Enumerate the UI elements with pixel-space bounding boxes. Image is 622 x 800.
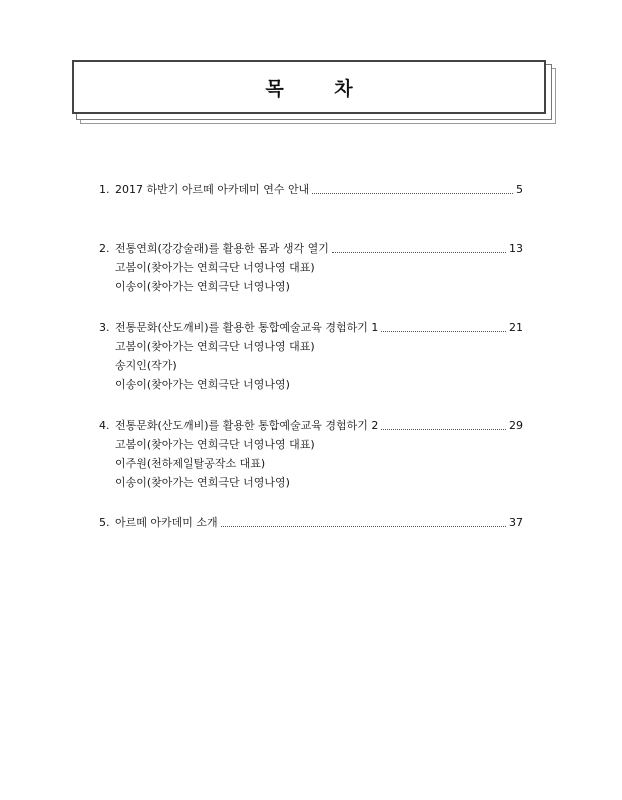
page-title: 목 차 — [265, 77, 375, 100]
entry-author: 고봄이(찾아가는 연희극단 너영나영 대표) — [115, 340, 315, 353]
toc-entry-4[interactable] — [99, 417, 523, 492]
entry-page: 13 — [509, 242, 523, 255]
dot-leader — [312, 193, 513, 194]
entry-number: 4. — [99, 419, 110, 432]
entry-author: 고봄이(찾아가는 연희극단 너영나영 대표) — [115, 438, 315, 451]
entry-title: 전통문화(산도깨비)를 활용한 통합예술교육 경험하기 1 — [115, 321, 379, 334]
toc-entry-1[interactable] — [99, 181, 523, 199]
entry-number: 5. — [99, 516, 110, 529]
entry-title: 전통연희(강강술래)를 활용한 몸과 생각 열기 — [115, 242, 329, 255]
toc-entry-3[interactable] — [99, 319, 523, 394]
entry-author: 송지인(작가) — [115, 359, 177, 372]
entry-title: 2017 하반기 아르떼 아카데미 연수 안내 — [115, 183, 310, 196]
entry-author: 이송이(찾아가는 연희극단 너영나영) — [115, 280, 290, 293]
entry-page: 37 — [509, 516, 523, 529]
dot-leader — [332, 252, 506, 253]
entry-author: 이송이(찾아가는 연희극단 너영나영) — [115, 378, 290, 391]
entry-number: 2. — [99, 242, 110, 255]
entry-page: 21 — [509, 321, 523, 334]
toc-title-box — [72, 60, 546, 114]
entry-number: 3. — [99, 321, 110, 334]
dot-leader — [221, 526, 506, 527]
entry-author: 이주원(천하제일탈공작소 대표) — [115, 457, 266, 470]
toc-entry-5[interactable] — [99, 514, 523, 532]
entry-page: 29 — [509, 419, 523, 432]
toc-entry-2[interactable] — [99, 240, 523, 296]
entry-title: 전통문화(산도깨비)를 활용한 통합예술교육 경험하기 2 — [115, 419, 379, 432]
entry-number: 1. — [99, 183, 110, 196]
entry-page: 5 — [516, 183, 523, 196]
title-frame — [72, 60, 546, 114]
entry-author: 이송이(찾아가는 연희극단 너영나영) — [115, 476, 290, 489]
entry-author: 고봄이(찾아가는 연희극단 너영나영 대표) — [115, 261, 315, 274]
dot-leader — [381, 331, 506, 332]
dot-leader — [381, 429, 506, 430]
entry-title: 아르떼 아카데미 소개 — [115, 516, 218, 529]
